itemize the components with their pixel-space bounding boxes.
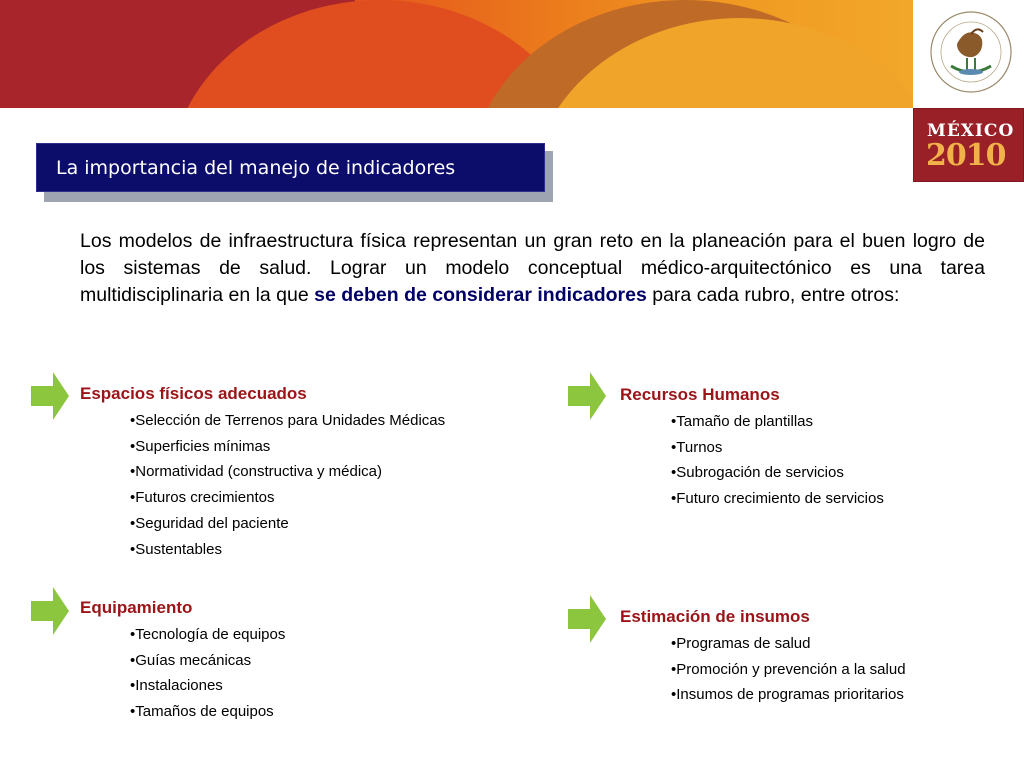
list-item: •Programas de salud (671, 635, 811, 652)
eagle-seal-icon (927, 4, 1015, 100)
list-item: •Normatividad (constructiva y médica) (130, 463, 382, 480)
list-item: •Guías mecánicas (130, 652, 252, 669)
list-item: •Promoción y prevención a la salud (671, 661, 906, 678)
list-item: •Superficies mínimas (130, 438, 271, 455)
section-title-recursos: Recursos Humanos (620, 385, 780, 404)
green-arrow-icon (568, 372, 606, 420)
logo-word: MÉXICO (927, 121, 1015, 141)
intro-emphasis: se deben de considerar indicadores (314, 284, 647, 306)
green-arrow-icon (568, 595, 606, 643)
intro-text-end: para cada rubro, entre otros: (646, 284, 900, 306)
list-item: •Futuros crecimientos (130, 489, 275, 506)
list-item: •Seguridad del paciente (130, 515, 289, 532)
list-item: •Futuro crecimiento de servicios (671, 490, 884, 507)
section-title-insumos: Estimación de insumos (620, 607, 810, 626)
list-item: •Tamaño de plantillas (671, 413, 814, 430)
coat-of-arms-seal (913, 0, 1024, 108)
green-arrow-icon (31, 587, 69, 635)
list-item: •Sustentables (130, 541, 222, 558)
header-banner (0, 0, 913, 108)
intro-paragraph (80, 228, 985, 309)
section-title-equipamiento: Equipamiento (80, 598, 193, 617)
slide-title: La importancia del manejo de indicadores (36, 143, 545, 192)
mexico-2010-logo (913, 108, 1024, 182)
list-item: •Subrogación de servicios (671, 464, 844, 481)
list-item: •Tamaños de equipos (130, 703, 274, 720)
logo-year: 2010 (926, 138, 1006, 173)
list-item: •Insumos de programas prioritarios (671, 686, 904, 703)
list-item: •Instalaciones (130, 677, 223, 694)
list-item: •Tecnología de equipos (130, 626, 286, 643)
section-title-espacios: Espacios físicos adecuados (80, 384, 307, 403)
intro-text: Los modelos de infraestructura física representan un gran reto en la planeación para el buen logro de los sistemas de salud. Lograr un modelo conceptual médico-arquitectónico es una tarea multidisciplinaria en la que (80, 230, 985, 306)
list-item: •Turnos (671, 439, 723, 456)
green-arrow-icon (31, 372, 69, 420)
list-item: •Selección de Terrenos para Unidades Médicas (130, 412, 446, 429)
